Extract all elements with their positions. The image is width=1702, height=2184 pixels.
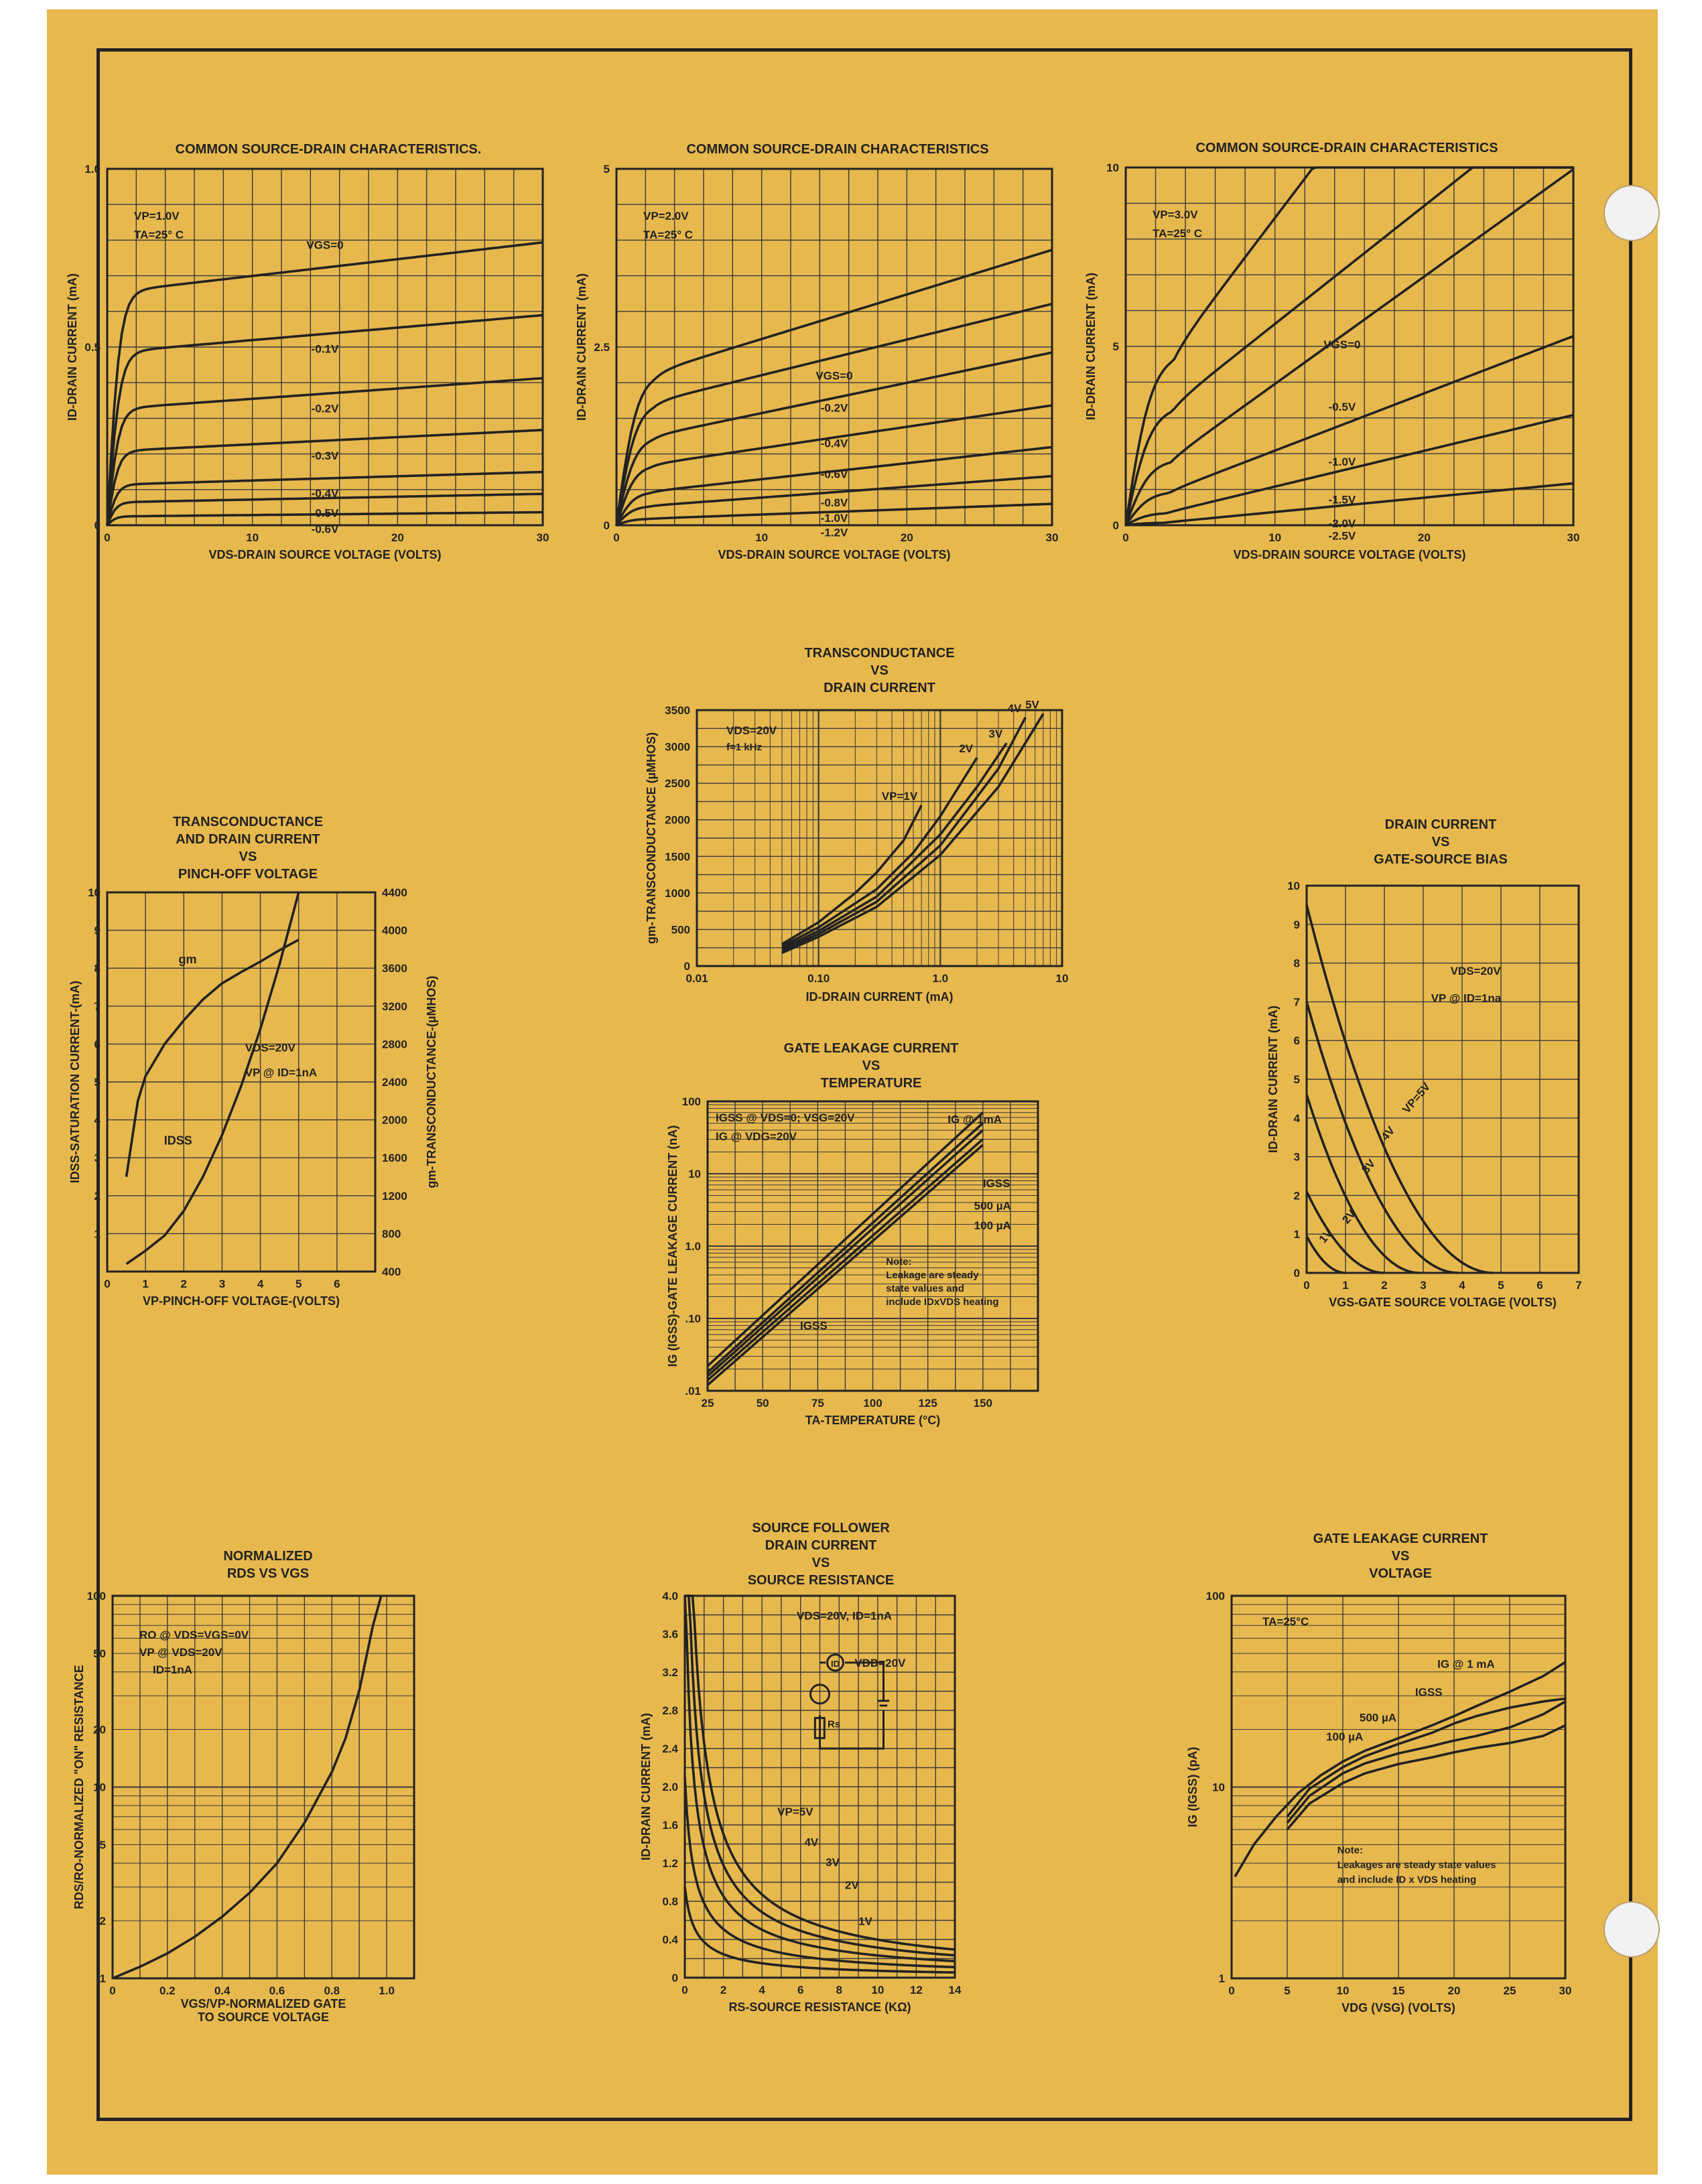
x-tick-label: 1 xyxy=(1342,1279,1349,1292)
x-tick-label: 0.2 xyxy=(159,1984,176,1997)
x-tick-label: 14 xyxy=(948,1984,962,1996)
y2-tick-label: 3200 xyxy=(382,1000,407,1013)
x-tick-label: 4 xyxy=(1459,1279,1465,1292)
y-tick-label: 1500 xyxy=(665,850,690,864)
series-line xyxy=(782,743,1006,949)
y-tick-label: 2 xyxy=(1293,1189,1300,1203)
y-tick-label: 0 xyxy=(671,1972,678,1984)
binder-hole xyxy=(1603,1901,1660,1958)
series-label: 1V xyxy=(858,1915,872,1928)
x-tick-label: 0 xyxy=(681,1984,688,1996)
y-tick-label: 3.6 xyxy=(662,1628,678,1641)
note-text: Leakages are steady state values xyxy=(1337,1859,1496,1871)
y-tick-label: 5 xyxy=(1112,340,1119,353)
y-tick-label: 2.0 xyxy=(662,1781,678,1793)
series-line xyxy=(616,250,1052,525)
y-tick-label: 7 xyxy=(1293,996,1300,1009)
x-axis-title: VGS-GATE SOURCE VOLTAGE (VOLTS) xyxy=(1329,1296,1557,1309)
y-tick-label: 7 xyxy=(94,1000,101,1013)
csdc1-plot xyxy=(66,163,549,561)
y-tick-label: 1000 xyxy=(665,886,690,900)
x-tick-label: 6 xyxy=(797,1984,804,1996)
x-tick-label: 0.6 xyxy=(269,1984,285,1997)
y-tick-label: 500 xyxy=(671,923,690,937)
x-axis-title: TA-TEMPERATURE (°C) xyxy=(805,1414,941,1427)
plot-grid xyxy=(1232,1596,1565,1978)
series-label: 500 µA xyxy=(974,1199,1011,1213)
y-axis-title: ID-DRAIN CURRENT (mA) xyxy=(575,273,588,421)
series-label: 500 µA xyxy=(1359,1711,1397,1724)
x-tick-label: 6 xyxy=(334,1278,340,1290)
x-tick-label: 0.8 xyxy=(324,1984,340,1997)
y-tick-label: 100 xyxy=(1205,1590,1225,1602)
x-tick-label: 50 xyxy=(756,1397,769,1410)
note-text: Note: xyxy=(1337,1844,1364,1856)
series-label: -1.2V xyxy=(820,526,848,539)
y-tick-label: .01 xyxy=(685,1385,701,1397)
x-tick-label: 25 xyxy=(1503,1984,1516,1997)
x-tick-label: 15 xyxy=(1392,1984,1405,1997)
x-tick-label: 0 xyxy=(1303,1279,1310,1292)
y-tick-label: 3 xyxy=(1293,1150,1300,1164)
x-tick-label: 0.10 xyxy=(807,972,830,985)
x-tick-label: 150 xyxy=(973,1397,993,1410)
series-label: -0.2V xyxy=(820,401,848,415)
annotation: ID=1nA xyxy=(153,1663,193,1676)
note-text: Note: xyxy=(886,1256,912,1268)
y-tick-label: 10 xyxy=(1212,1781,1225,1794)
series-label: IGSS xyxy=(800,1319,828,1333)
annotation: TA=25° C xyxy=(1153,227,1203,240)
y-tick-label: 2 xyxy=(99,1915,106,1928)
id_vgs-plot xyxy=(1266,880,1582,1309)
x-tick-label: 7 xyxy=(1575,1279,1582,1292)
x-tick-label: 10 xyxy=(1336,1984,1350,1997)
x-tick-label: 4 xyxy=(257,1278,264,1290)
x-tick-label: 2 xyxy=(1381,1279,1388,1292)
y2-tick-label: 3600 xyxy=(382,962,407,975)
y-tick-label: 4 xyxy=(94,1113,101,1127)
x-tick-label: 30 xyxy=(1045,531,1059,544)
x-tick-label: 0.01 xyxy=(685,972,708,985)
x-tick-label: 100 xyxy=(863,1397,882,1410)
x-tick-label: 5 xyxy=(1498,1279,1504,1292)
series-label: IGSS xyxy=(982,1177,1010,1190)
x-tick-label: 125 xyxy=(918,1397,937,1410)
note-text: and include ID x VDS heating xyxy=(1337,1874,1477,1886)
series-label: -1.5V xyxy=(1328,493,1356,506)
y-tick-label: 3 xyxy=(94,1152,101,1165)
x-tick-label: 2 xyxy=(180,1278,188,1290)
series-label: VGS=0 xyxy=(815,369,853,383)
y-tick-label: 100 xyxy=(86,1590,106,1602)
x-tick-label: 5 xyxy=(295,1278,302,1290)
series-label: -1.0V xyxy=(820,512,848,525)
y2-tick-label: 1600 xyxy=(382,1152,407,1165)
chart-title: COMMON SOURCE-DRAIN CHARACTERISTICS. xyxy=(175,142,482,157)
x-tick-label: 0 xyxy=(1122,531,1129,544)
series-label: -0.1V xyxy=(311,342,339,356)
y-tick-label: 10 xyxy=(93,1781,106,1794)
y-axis-title: RDS/RO-NORMALIZED "ON" RESISTANCE xyxy=(72,1665,86,1909)
x-tick-label: 1.0 xyxy=(932,972,949,985)
x-tick-label: 2 xyxy=(720,1984,727,1996)
series-label: 1V xyxy=(1316,1227,1335,1246)
series-label: VP=1V xyxy=(881,789,918,803)
y-tick-label: 2.4 xyxy=(662,1743,678,1755)
series-label: 100 µA xyxy=(1326,1730,1364,1744)
series-label: -0.8V xyxy=(820,496,848,509)
y-axis-title: IG (IGSS)-GATE LEAKAGE CURRENT (nA) xyxy=(666,1125,679,1367)
note-text: state values and xyxy=(886,1283,964,1295)
chart-title: GATE LEAKAGE CURRENT VS TEMPERATURE xyxy=(783,1041,959,1091)
y-tick-label: 5 xyxy=(603,163,610,176)
series-label: 3V xyxy=(826,1856,840,1869)
x-tick-label: 20 xyxy=(1417,531,1431,544)
x-tick-label: 30 xyxy=(1567,531,1580,544)
series-line xyxy=(782,714,1043,953)
series-line xyxy=(782,758,977,947)
x-tick-label: 1.0 xyxy=(379,1984,395,1997)
x-tick-label: 0 xyxy=(109,1984,116,1997)
y-tick-label: 5 xyxy=(99,1838,106,1852)
x-axis-title: ID-DRAIN CURRENT (mA) xyxy=(805,990,954,1004)
schematic-label: VDD=20V xyxy=(854,1656,906,1669)
series-label: 3V xyxy=(1359,1157,1378,1176)
note-text: Leakage are steady xyxy=(886,1270,979,1282)
y-tick-label: 2 xyxy=(94,1189,101,1203)
series-label: -1.0V xyxy=(1328,455,1356,468)
annotation: TA=25° C xyxy=(643,228,694,241)
ig_v-plot xyxy=(1186,1590,1572,2015)
annotation: TA=25° C xyxy=(134,228,184,241)
x-tick-label: 30 xyxy=(536,531,549,544)
y2-axis-title: gm-TRANSCONDUCTANCE-(µMHOS) xyxy=(425,975,438,1188)
series-label: 2V xyxy=(959,742,974,755)
chart-title: COMMON SOURCE-DRAIN CHARACTERISTICS xyxy=(1195,141,1498,155)
y-tick-label: 2.5 xyxy=(594,341,610,354)
y-tick-label: 1.6 xyxy=(662,1819,678,1832)
x-axis-title: VP-PINCH-OFF VOLTAGE-(VOLTS) xyxy=(143,1294,340,1308)
y-tick-label: 6 xyxy=(1293,1034,1300,1048)
y-tick-label: 5 xyxy=(94,1076,101,1089)
csdc3-plot xyxy=(1084,161,1580,561)
x-tick-label: 0 xyxy=(613,531,620,544)
x-axis-title: VDS-DRAIN SOURCE VOLTAGE (VOLTS) xyxy=(208,548,442,561)
y-tick-label: 0.4 xyxy=(662,1933,678,1946)
y2-tick-label: 800 xyxy=(382,1227,401,1241)
series-line xyxy=(1126,415,1573,526)
x-tick-label: 10 xyxy=(1055,972,1069,985)
x-tick-label: 10 xyxy=(871,1984,885,1996)
y-tick-label: 1.2 xyxy=(662,1857,678,1870)
y-axis-title: ID-DRAIN CURRENT (mA) xyxy=(639,1713,653,1860)
plot-grid xyxy=(107,892,375,1272)
y-tick-label: 4.0 xyxy=(662,1590,678,1602)
y-axis-title: IDSS-SATURATION CURRENT-(mA) xyxy=(68,980,82,1184)
y-tick-label: 1.0 xyxy=(84,163,101,176)
series-label: IG @ 1mA xyxy=(947,1113,1002,1126)
series-label: 4V xyxy=(1378,1123,1398,1144)
csdc2-plot xyxy=(575,163,1059,561)
y-tick-label: 10 xyxy=(1106,161,1119,174)
annotation: RO @ VDS=VGS=0V xyxy=(139,1629,249,1641)
annotation: VDS=20V xyxy=(726,724,777,737)
series-label: -0.5V xyxy=(1328,401,1356,414)
x-tick-label: 0 xyxy=(1228,1984,1235,1997)
y-axis-title: ID-DRAIN CURRENT (mA) xyxy=(66,273,79,421)
series-label: -0.4V xyxy=(311,487,339,500)
series-label: VP=5V xyxy=(777,1805,813,1818)
x-axis-title: VDS-DRAIN SOURCE VOLTAGE (VOLTS) xyxy=(1233,548,1466,561)
series-label: 2V xyxy=(844,1879,859,1892)
series-label: VGS=0 xyxy=(306,238,344,252)
series-label: -0.2V xyxy=(311,402,339,415)
chart-title: TRANSCONDUCTANCE AND DRAIN CURRENT VS PINCH-OFF VOLTAGE xyxy=(172,815,324,882)
x-tick-label: 30 xyxy=(1559,1984,1572,1997)
y2-tick-label: 400 xyxy=(382,1266,401,1278)
series-label: VGS=0 xyxy=(1323,338,1361,351)
y-tick-label: 3000 xyxy=(665,740,690,754)
y2-tick-label: 1200 xyxy=(382,1189,407,1203)
x-tick-label: 75 xyxy=(811,1397,824,1410)
y-tick-label: 0.8 xyxy=(662,1895,678,1908)
y-axis-title: IG (IGSS) (pA) xyxy=(1186,1747,1199,1828)
annotation: VP @ ID=1nA xyxy=(245,1066,318,1079)
series-line xyxy=(1287,1702,1565,1823)
plot-grid xyxy=(685,1596,955,1978)
y-tick-label: 6 xyxy=(94,1038,101,1051)
y-tick-label: 20 xyxy=(93,1723,106,1736)
schematic-label: Rs xyxy=(828,1718,841,1730)
x-tick-label: 3 xyxy=(1420,1279,1427,1292)
x-tick-label: 20 xyxy=(1447,1984,1461,1997)
sf_id-plot xyxy=(639,1590,962,2014)
annotation: IG @ VDG=20V xyxy=(716,1130,797,1143)
x-tick-label: 6 xyxy=(1536,1279,1543,1292)
y-tick-label: 3500 xyxy=(665,704,690,717)
x-tick-label: 25 xyxy=(701,1397,714,1410)
y-tick-label: 10 xyxy=(1287,880,1300,892)
series-label: 2V xyxy=(1339,1207,1359,1227)
series-label: -0.5V xyxy=(311,506,339,520)
y2-tick-label: 4400 xyxy=(382,886,407,899)
series-label: -0.6V xyxy=(311,523,339,536)
chart-title: GATE LEAKAGE CURRENT VS VOLTAGE xyxy=(1313,1531,1488,1581)
chart-title: COMMON SOURCE-DRAIN CHARACTERISTICS xyxy=(686,142,989,157)
y-tick-label: 8 xyxy=(94,962,101,975)
series-label: -0.3V xyxy=(311,449,339,462)
y-tick-label: 50 xyxy=(93,1647,106,1660)
x-tick-label: 10 xyxy=(1268,531,1282,544)
note-text: include IDxVDS heating xyxy=(886,1296,999,1308)
y-tick-label: 1.0 xyxy=(685,1240,701,1253)
x-tick-label: 0 xyxy=(104,531,111,544)
x-tick-label: 0 xyxy=(104,1278,111,1290)
y-tick-label: 8 xyxy=(1293,957,1300,970)
annotation: f=1 kHz xyxy=(726,742,762,753)
chart-title: TRANSCONDUCTANCE VS DRAIN CURRENT xyxy=(804,646,955,695)
y-tick-label: 10 xyxy=(688,1168,701,1180)
rds_vgs-plot xyxy=(72,1590,414,2024)
x-tick-label: 4 xyxy=(759,1984,765,1996)
y-tick-label: 1 xyxy=(99,1972,106,1985)
y-tick-label: 0 xyxy=(1112,519,1119,532)
y2-tick-label: 2800 xyxy=(382,1038,407,1051)
series-label: 5V xyxy=(1025,698,1039,711)
y-tick-label: 0 xyxy=(1293,1267,1300,1280)
annotation: VDS=20V xyxy=(1450,964,1501,977)
series-label: 4V xyxy=(804,1836,819,1849)
y-tick-label: 9 xyxy=(94,924,101,937)
series-label: -0.4V xyxy=(820,437,848,450)
series-label: -0.6V xyxy=(820,468,848,481)
series-label: 4V xyxy=(1007,701,1022,715)
y-axis-title: ID-DRAIN CURRENT (mA) xyxy=(1266,1006,1280,1153)
series-label: IDSS xyxy=(163,1134,192,1148)
annotation: TA=25°C xyxy=(1262,1615,1309,1628)
series-label: -2.0V xyxy=(1328,517,1356,531)
y2-tick-label: 2000 xyxy=(382,1113,407,1127)
y-tick-label: 0.5 xyxy=(84,341,101,354)
series-line xyxy=(127,940,299,1177)
plot-grid xyxy=(708,1101,1038,1391)
series-label: 3V xyxy=(988,728,1003,741)
y-tick-label: 2.8 xyxy=(662,1704,678,1717)
x-axis-title: VDS-DRAIN SOURCE VOLTAGE (VOLTS) xyxy=(718,548,951,561)
binder-hole xyxy=(1603,185,1660,241)
annotation: VP=2.0V xyxy=(643,210,689,222)
y-tick-label: 0 xyxy=(603,519,610,532)
annotation: VDS=20V xyxy=(245,1041,296,1054)
y2-tick-label: 2400 xyxy=(382,1076,407,1089)
x-tick-label: 10 xyxy=(246,531,259,544)
x-tick-label: 12 xyxy=(909,1984,923,1996)
annotation: IGSS @ VDS=0; VSG=20V xyxy=(716,1111,855,1124)
x-axis-title: RS-SOURCE RESISTANCE (KΩ) xyxy=(728,2000,911,2014)
x-tick-label: 5 xyxy=(1284,1984,1291,1997)
series-label: IG @ 1 mA xyxy=(1437,1657,1495,1671)
x-axis-title: VDG (VSG) (VOLTS) xyxy=(1341,2001,1455,2015)
x-tick-label: 1 xyxy=(142,1278,149,1290)
y-tick-label: 0 xyxy=(683,960,690,973)
x-tick-label: 20 xyxy=(900,531,913,544)
y-axis-title: ID-DRAIN CURRENT (mA) xyxy=(1084,273,1098,420)
y-tick-label: 4 xyxy=(1293,1111,1300,1125)
y-tick-label: 1 xyxy=(1218,1972,1225,1985)
x-axis-title: VGS/VP-NORMALIZED GATE xyxy=(180,1997,346,2010)
series-label: VP=5V xyxy=(1400,1080,1433,1116)
y-tick-label: 10 xyxy=(88,886,101,899)
x-axis-title: TO SOURCE VOLTAGE xyxy=(197,2010,330,2024)
chart-title: SOURCE FOLLOWER DRAIN CURRENT VS SOURCE RESISTANCE xyxy=(747,1521,895,1588)
chart-title: DRAIN CURRENT VS GATE-SOURCE BIAS xyxy=(1374,817,1508,867)
annotation: VP @ VDS=20V xyxy=(139,1646,222,1659)
x-tick-label: 3 xyxy=(218,1278,226,1290)
y-tick-label: 9 xyxy=(1293,918,1300,931)
schematic-label: ID xyxy=(831,1658,840,1669)
series-label: 100 µA xyxy=(974,1219,1011,1233)
y-tick-label: 2500 xyxy=(665,777,690,791)
y-tick-label: 1 xyxy=(94,1227,101,1241)
series-label: IGSS xyxy=(1415,1686,1443,1699)
annotation: VDS=20V, ID=1nA xyxy=(796,1609,893,1623)
y-tick-label: 3.2 xyxy=(662,1666,678,1679)
y-tick-label: 2000 xyxy=(665,813,690,827)
x-tick-label: 0.4 xyxy=(214,1984,231,1997)
y-tick-label: 0 xyxy=(94,519,101,532)
series-label: -2.5V xyxy=(1328,529,1356,543)
y-tick-label: 1 xyxy=(1293,1228,1300,1241)
x-tick-label: 10 xyxy=(755,531,769,544)
chart-title: NORMALIZED RDS VS VGS xyxy=(223,1549,313,1581)
y-tick-label: .10 xyxy=(685,1312,701,1325)
gm_id-plot xyxy=(645,698,1069,1004)
y-tick-label: 5 xyxy=(1293,1073,1300,1086)
x-tick-label: 8 xyxy=(836,1984,843,1996)
y-tick-label: 100 xyxy=(681,1095,701,1108)
y-axis-title: gm-TRANSCONDUCTANCE (µMHOS) xyxy=(645,732,658,945)
annotation: VP=1.0V xyxy=(134,210,180,222)
y2-tick-label: 4000 xyxy=(382,924,407,937)
ig_temp-plot xyxy=(666,1095,1038,1427)
annotation: VP=3.0V xyxy=(1153,208,1198,221)
annotation: VP @ ID=1na xyxy=(1431,992,1502,1005)
x-tick-label: 20 xyxy=(391,531,404,544)
gm_vp-plot xyxy=(68,886,438,1308)
series-label: gm xyxy=(178,953,197,967)
